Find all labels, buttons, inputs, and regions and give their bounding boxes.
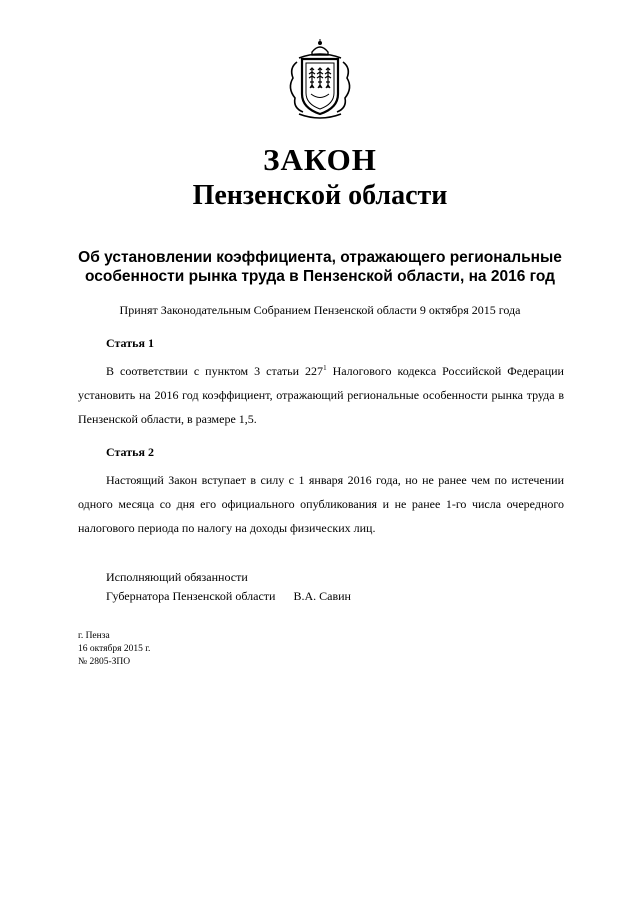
law-heading-line-2: особенности рынка труда в Пензенской области, на 2016 год — [84, 268, 555, 285]
document-title: ЗАКОН — [263, 142, 377, 177]
law-heading — [60, 248, 580, 286]
signatory-name: В.А. Савин — [293, 589, 351, 603]
document-meta — [78, 630, 150, 669]
meta-number: № 2805-ЗПО — [78, 657, 131, 667]
signature-position-line-1: Исполняющий обязанности — [106, 570, 248, 584]
article-2-title: Статья 2 — [106, 445, 154, 459]
article-1-text-start: В соответствии с пунктом 3 статьи 227 — [106, 364, 324, 378]
law-heading-line-1: Об установлении коэффициента, отражающего региональные — [78, 249, 562, 266]
signature-block — [106, 568, 351, 606]
meta-date: 16 октября 2015 г. — [78, 644, 151, 654]
article-1-title: Статья 1 — [106, 336, 154, 350]
article-2-text: Настоящий Закон вступает в силу с 1 января 2016 года, но не ранее чем по истечении одного месяца со дня его официального опубликования и не ранее 1-го числа очередного налогового периода по налогу на доходы физических лиц. — [78, 473, 564, 535]
article-1-text-end: Налогового кодекса Российской Федерации установить на 2016 год коэффициент, отражающий региональные особенности рынка труда в Пензенской области, в размере 1,5. — [78, 364, 564, 426]
article-1-text — [78, 359, 564, 431]
meta-city: г. Пенза — [78, 631, 110, 641]
penza-coat-of-arms-icon — [285, 38, 355, 120]
adoption-note: Принят Законодательным Собранием Пензенской области 9 октября 2015 года — [119, 303, 521, 317]
signature-position-line-2: Губернатора Пензенской области — [106, 589, 276, 603]
article-1-superscript: 1 — [323, 364, 327, 372]
document-subtitle: Пензенской области — [192, 180, 448, 211]
